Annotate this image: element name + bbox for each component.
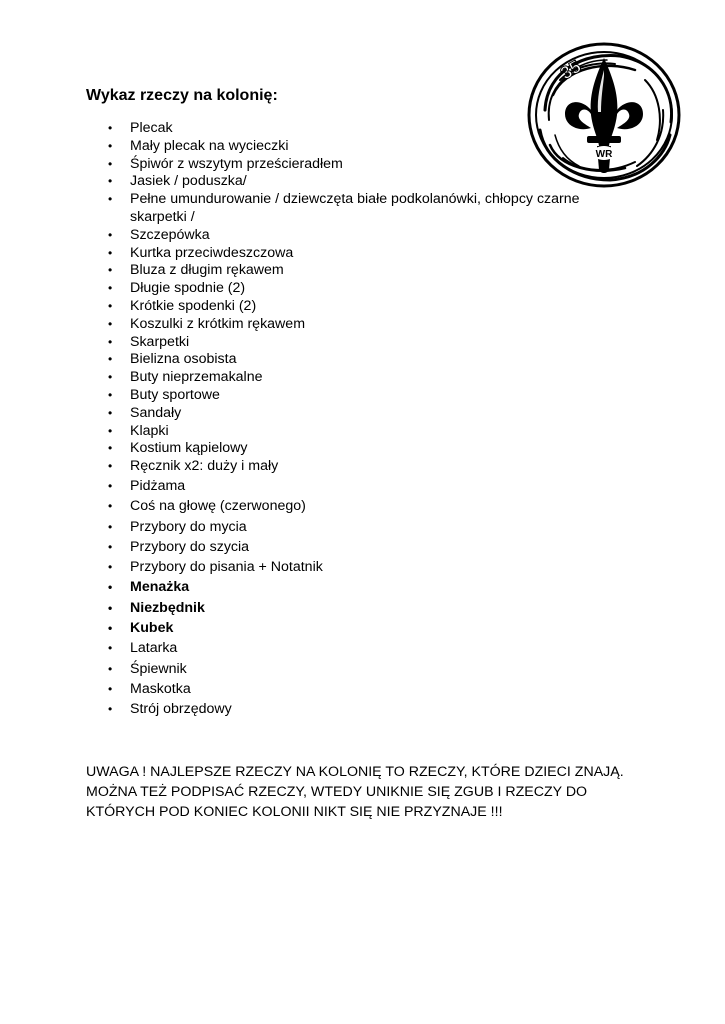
bullet: • bbox=[108, 681, 113, 696]
bullet: • bbox=[108, 405, 113, 420]
list-item: • Buty sportowe bbox=[108, 386, 220, 403]
list-item: • Menażka bbox=[108, 577, 608, 597]
bullet: • bbox=[108, 539, 113, 554]
logo-initials: WR bbox=[595, 149, 613, 160]
bullet: • bbox=[108, 352, 113, 367]
logo-number: 35 bbox=[557, 56, 585, 84]
list-item: • Krótkie spodenki (2) bbox=[108, 297, 257, 314]
bullet: • bbox=[108, 227, 113, 242]
bullet: • bbox=[108, 580, 113, 595]
list-item: • Bielizna osobista bbox=[108, 351, 237, 368]
bullet: • bbox=[108, 156, 113, 171]
list-item: • Przybory do mycia bbox=[108, 517, 608, 537]
list-item: • Jasiek / poduszka/ bbox=[108, 173, 247, 190]
bullet: • bbox=[108, 459, 113, 474]
list-item: • Bluza z długim rękawem bbox=[108, 262, 284, 279]
bullet: • bbox=[108, 387, 113, 402]
bullet: • bbox=[108, 334, 113, 349]
bullet: • bbox=[108, 281, 113, 296]
bullet: • bbox=[108, 519, 113, 534]
list-item: • Buty nieprzemakalne bbox=[108, 369, 263, 386]
list-item: • Strój obrzędowy bbox=[108, 699, 608, 719]
list-item: • Kubek bbox=[108, 618, 608, 638]
list-item: • Pełne umundurowanie / dziewczęta białe podkolanówki, chłopcy czarne skarpetki / bbox=[108, 191, 580, 225]
bullet: • bbox=[108, 298, 113, 313]
list-item: • Pidżama bbox=[108, 476, 608, 496]
list-item: • Ręcznik x2: duży i mały bbox=[108, 458, 279, 475]
bullet: • bbox=[108, 621, 113, 636]
packing-list bbox=[108, 120, 608, 720]
list-item: • Latarka bbox=[108, 638, 608, 658]
bullet: • bbox=[108, 441, 113, 456]
bullet: • bbox=[108, 560, 113, 575]
list-item: • Coś na głowę (czerwonego) bbox=[108, 496, 608, 516]
bullet: • bbox=[108, 641, 113, 656]
list-item: • Śpiwór z wszytym prześcieradłem bbox=[108, 155, 343, 172]
list-item: • Szczepówka bbox=[108, 226, 210, 243]
list-item: • Plecak bbox=[108, 120, 173, 136]
bullet: • bbox=[108, 702, 113, 717]
list-item: • Maskotka bbox=[108, 679, 608, 699]
bullet: • bbox=[108, 245, 113, 260]
list-item: • Niezbędnik bbox=[108, 598, 608, 618]
bullet: • bbox=[108, 600, 113, 615]
list-item: • Kostium kąpielowy bbox=[108, 440, 248, 457]
bullet: • bbox=[108, 263, 113, 278]
page-title: Wykaz rzeczy na kolonię: bbox=[86, 87, 278, 104]
bullet: • bbox=[108, 423, 113, 438]
bullet: • bbox=[108, 174, 113, 189]
bullet: • bbox=[108, 499, 113, 514]
bullet: • bbox=[108, 478, 113, 493]
list-item: • Przybory do pisania + Notatnik bbox=[108, 557, 608, 577]
list-item: • Mały plecak na wycieczki bbox=[108, 137, 289, 154]
bullet: • bbox=[108, 192, 113, 207]
list-item: • Długie spodnie (2) bbox=[108, 280, 246, 297]
bullet: • bbox=[108, 316, 113, 331]
list-item: • Skarpetki bbox=[108, 333, 190, 350]
list-item: • Przybory do szycia bbox=[108, 537, 608, 557]
bullet: • bbox=[108, 138, 113, 153]
list-item: • Koszulki z krótkim rękawem bbox=[108, 315, 306, 332]
list-item: • Śpiewnik bbox=[108, 659, 608, 679]
bullet: • bbox=[108, 661, 113, 676]
list-item: • Kurtka przeciwdeszczowa bbox=[108, 244, 294, 261]
bullet: • bbox=[108, 121, 113, 135]
bullet: • bbox=[108, 370, 113, 385]
list-item: • Sandały bbox=[108, 404, 182, 421]
warning-note: UWAGA ! NAJLEPSZE RZECZY NA KOLONIĘ TO RZECZY, KTÓRE DZIECI ZNAJĄ. MOŻNA TEŻ PODPISAĆ RZECZY, WTEDY UNIKNIE SIĘ ZGUB I RZECZY DO KTÓRYCH POD KONIEC KOLONII NIKT SIĘ NIE PRZYZNAJE !!! bbox=[86, 764, 624, 820]
list-item: • Klapki bbox=[108, 422, 169, 439]
